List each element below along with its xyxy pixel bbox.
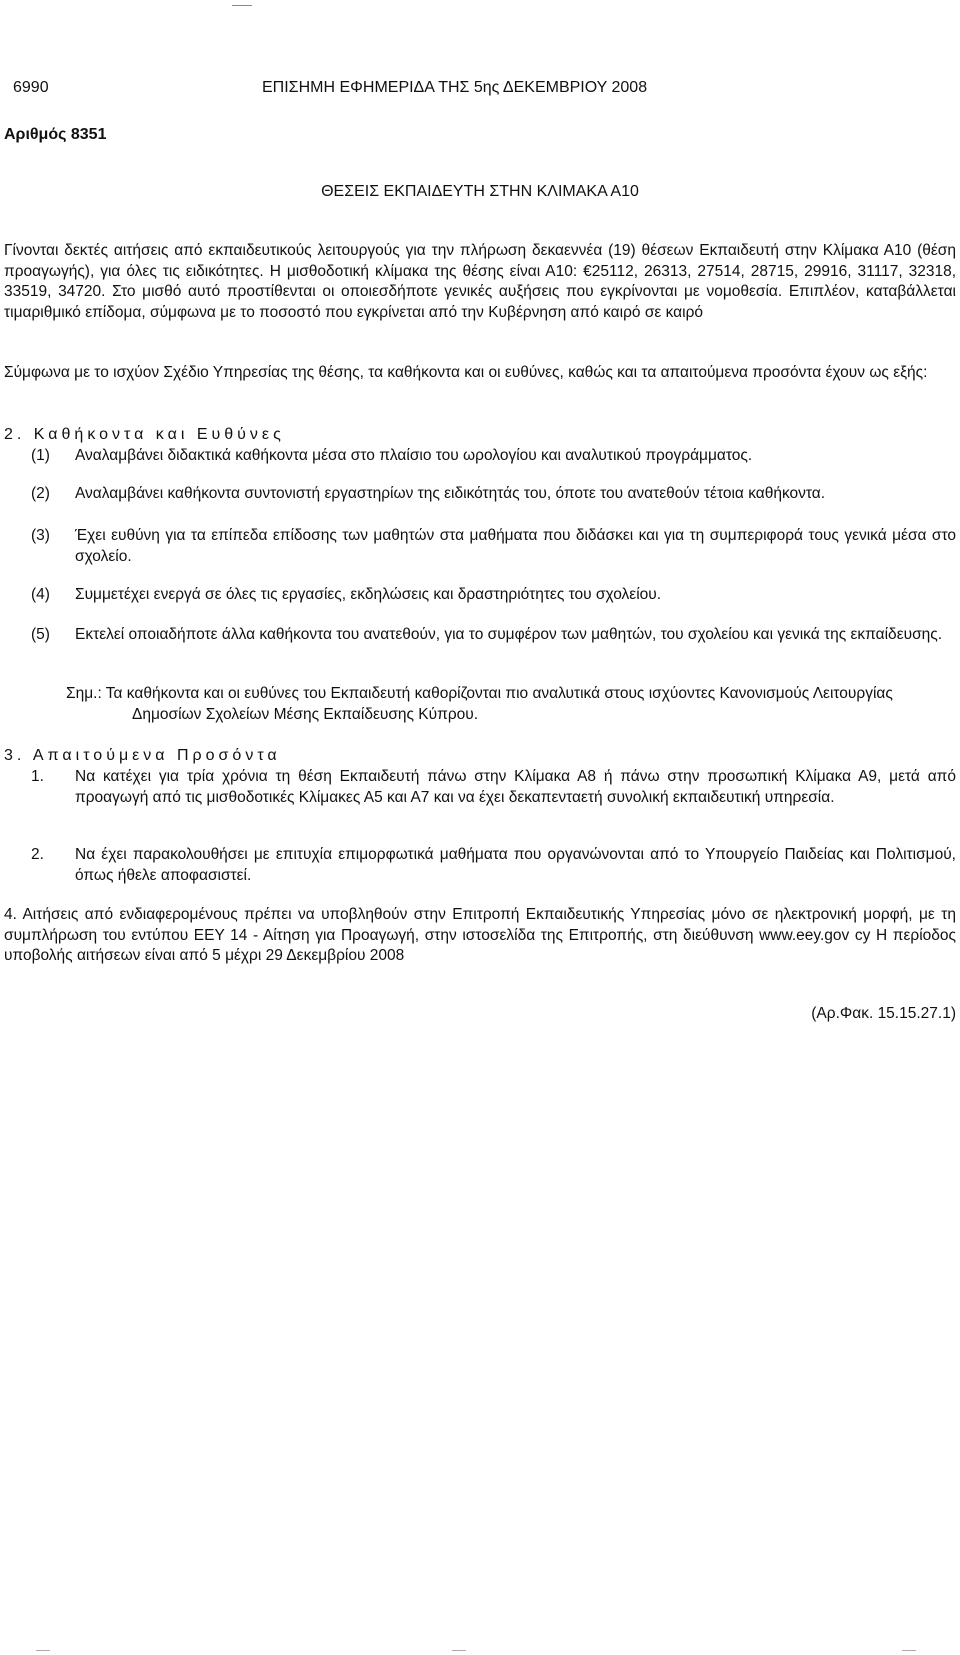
duty-text: Εκτελεί οποιαδήποτε άλλα καθήκοντα του ανατεθούν, για το συμφέρον των μαθητών, του σχολείου και γενικά της εκπαίδευσης. [75, 626, 943, 643]
notice-title: ΘΕΣΕΙΣ ΕΚΠΑΙΔΕΥΤΗ ΣΤΗΝ ΚΛΙΜΑΚΑ Α10 [321, 183, 639, 200]
qualification-label: 1. [31, 768, 44, 785]
qualification-text: Να έχει παρακολουθήσει με επιτυχία επιμορφωτικά μαθήματα που οργανώνονται από το Υπουργείο Παιδείας και Πολιτισμού, όπως ήθελε αποφασιστεί. [75, 846, 956, 884]
duty-label: (1) [31, 447, 50, 464]
duty-text: Αναλαμβάνει διδακτικά καθήκοντα μέσα στο πλαίσιο του ωρολογίου και αναλυτικού προγράμματος. [75, 447, 753, 464]
scan-mark-bottom-left [36, 1650, 50, 1651]
file-reference: (Αρ.Φακ. 15.15.27.1) [811, 1005, 956, 1022]
scheme-intro-paragraph [4, 363, 956, 384]
duty-text: Έχει ευθύνη για τα επίπεδα επίδοσης των μαθητών στα μαθήματα που διδάσκει και για τη συμπεριφορά τους γενικά μέσα στο σχολείο. [75, 527, 956, 565]
duty-label: (5) [31, 626, 50, 643]
qualification-label: 2. [31, 846, 44, 863]
scheme-intro-text: Σύμφωνα με το ισχύον Σχέδιο Υπηρεσίας της θέσης, τα καθήκοντα και οι ευθύνες, καθώς και τα απαιτούμενα προσόντα έχουν ως εξής: [4, 364, 928, 381]
qualification-text: Να κατέχει για τρία χρόνια τη θέση Εκπαιδευτή πάνω στην Κλίμακα Α8 ή πάνω στην προσωπική Κλίμακα Α9, μετά από προαγωγή από τις μισθοδοτικές Κλίμακες Α5 και Α7 και να έχει δεκαπενταετή συνολική εκπαιδευτική υπηρεσία. [75, 768, 956, 806]
duty-label: (3) [31, 527, 50, 544]
running-title: ΕΠΙΣΗΜΗ ΕΦΗΜΕΡΙΔΑ ΤΗΣ 5ης ΔΕΚΕΜΒΡΙΟΥ 2008 [262, 79, 648, 96]
duty-text: Συμμετέχει ενεργά σε όλες τις εργασίες, εκδηλώσεις και δραστηριότητες του σχολείου. [75, 586, 662, 603]
duties-note [66, 684, 956, 725]
applications-paragraph [4, 905, 956, 967]
duty-label: (2) [31, 485, 50, 502]
scan-mark-bottom-center [452, 1650, 466, 1651]
note-text: Σημ.: Τα καθήκοντα και οι ευθύνες του Εκπαιδευτή καθορίζονται πιο αναλυτικά στους ισχύοντες Κανονισμούς Λειτουργίας Δημοσίων Σχολείων Μέσης Εκπαίδευσης Κύπρου. [66, 685, 893, 723]
page-number: 6990 [13, 79, 49, 96]
applications-text: 4. Αιτήσεις από ενδιαφερομένους πρέπει να υποβληθούν στην Επιτροπή Εκπαιδευτικής Υπηρεσίας μόνο σε ηλεκτρονική μορφή, με τη συμπλήρωση του εντύπου ΕΕΥ 14 - Αίτηση για Προαγωγή, στην ιστοσελίδα της Επιτροπής, στη διεύθυνση www.eey.gov cy Η περίοδος υποβολής αιτήσεων είναι από 5 μέχρι 29 Δεκεμβρίου 2008 [4, 906, 956, 964]
qualifications-heading: 3. Απαιτούμενα Προσόντα [4, 747, 281, 764]
intro-text: Γίνονται δεκτές αιτήσεις από εκπαιδευτικούς λειτουργούς για την πλήρωση δεκαεννέα (19) θέσεων Εκπαιδευτή στην Κλίμακα Α10 (θέση προαγωγής), για όλες τις ειδικότητες. Η μισθοδοτική κλίμακα της θέσης είναι Α10: €25112, 26313, 27514, 28715, 29916, 31117, 32318, 33519, 34720. Στο μισθό αυτό προστίθενται οι οποιεσδήποτε γενικές αυξήσεις που εγκρίνονται με νομοθεσία. Επιπλέον, καταβάλλεται τιμαριθμικό επίδομα, σύμφωνα με το ποσοστό που εγκρίνεται από την Κυβέρνηση από καιρό σε καιρό [4, 242, 956, 321]
duty-text: Αναλαμβάνει καθήκοντα συντονιστή εργαστηρίων της ειδικότητάς του, όποτε του ανατεθούν τέτοια καθήκοντα. [75, 485, 826, 502]
duty-label: (4) [31, 586, 50, 603]
intro-paragraph [4, 241, 956, 323]
duties-heading: 2. Καθήκοντα και Ευθύνες [4, 426, 285, 443]
scan-mark-top [232, 5, 252, 6]
notice-number: Αριθμός 8351 [4, 126, 107, 143]
scan-mark-bottom-right [902, 1650, 916, 1651]
